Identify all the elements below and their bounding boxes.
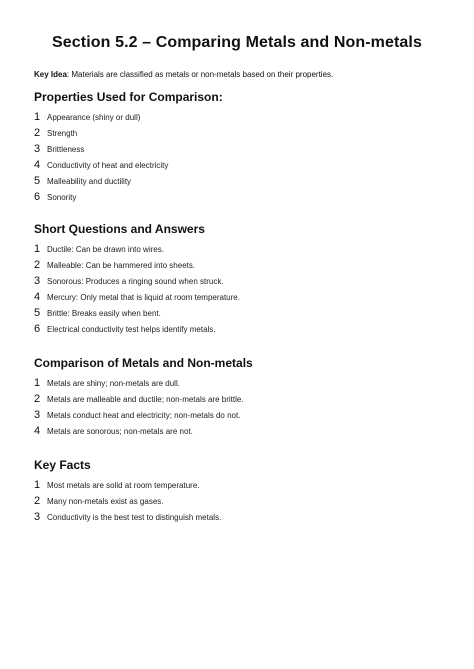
list-item [34, 425, 454, 441]
item-number: 3 [34, 143, 41, 155]
page-title: Section 5.2 – Comparing Metals and Non-metals [52, 34, 422, 51]
section-heading: Comparison of Metals and Non-metals [34, 356, 253, 370]
item-text: Conductivity is the best test to distinguish metals. [47, 513, 222, 522]
section-properties [34, 90, 454, 207]
item-text: Most metals are solid at room temperature. [47, 481, 200, 490]
section-comparison [34, 356, 454, 441]
item-number: 4 [34, 291, 41, 303]
item-text: Conductivity of heat and electricity [47, 161, 169, 170]
item-text: Strength [47, 129, 78, 138]
item-text: Sonority [47, 193, 77, 202]
list-item [34, 479, 454, 495]
item-number: 4 [34, 159, 41, 171]
list-item [34, 511, 454, 527]
item-number: 6 [34, 191, 41, 203]
section-key-facts [34, 458, 454, 527]
section-short-questions [34, 222, 454, 339]
item-number: 2 [34, 495, 41, 507]
list-item [34, 111, 454, 127]
section-heading: Properties Used for Comparison: [34, 90, 223, 104]
item-number: 1 [34, 377, 41, 389]
item-number: 5 [34, 307, 41, 319]
item-text: Metals are sonorous; non-metals are not. [47, 427, 193, 436]
item-number: 2 [34, 127, 41, 139]
list-item [34, 275, 454, 291]
list-item [34, 409, 454, 425]
item-number: 6 [34, 323, 41, 335]
item-text: Mercury: Only metal that is liquid at room temperature. [47, 293, 240, 302]
key-idea-text: : Materials are classified as metals or non-metals based on their properties. [66, 70, 334, 79]
item-text: Metals conduct heat and electricity; non-metals do not. [47, 411, 241, 420]
item-text: Sonorous: Produces a ringing sound when struck. [47, 277, 224, 286]
item-text: Metals are malleable and ductile; non-metals are brittle. [47, 395, 244, 404]
list-item [34, 323, 454, 339]
key-idea-label: Key Idea [34, 70, 67, 79]
item-number: 2 [34, 393, 41, 405]
item-text: Many non-metals exist as gases. [47, 497, 164, 506]
item-text: Brittleness [47, 145, 85, 154]
item-text: Metals are shiny; non-metals are dull. [47, 379, 180, 388]
list-item [34, 307, 454, 323]
list-item [34, 127, 454, 143]
list-item [34, 495, 454, 511]
item-text: Ductile: Can be drawn into wires. [47, 245, 164, 254]
item-text: Malleable: Can be hammered into sheets. [47, 261, 196, 270]
section-heading: Short Questions and Answers [34, 222, 205, 236]
item-number: 3 [34, 409, 41, 421]
list-item [34, 291, 454, 307]
list-item [34, 143, 454, 159]
item-text: Appearance (shiny or dull) [47, 113, 141, 122]
list-item [34, 191, 454, 207]
list-item [34, 377, 454, 393]
item-number: 3 [34, 511, 41, 523]
list-item [34, 159, 454, 175]
item-number: 4 [34, 425, 41, 437]
item-text: Electrical conductivity test helps identify metals. [47, 325, 216, 334]
item-number: 5 [34, 175, 41, 187]
item-number: 1 [34, 243, 41, 255]
item-text: Malleability and ductility [47, 177, 132, 186]
list-item [34, 243, 454, 259]
list-item [34, 393, 454, 409]
item-number: 1 [34, 479, 41, 491]
key-idea [34, 70, 333, 79]
item-number: 1 [34, 111, 41, 123]
list-item [34, 259, 454, 275]
section-heading: Key Facts [34, 458, 91, 472]
item-number: 3 [34, 275, 41, 287]
item-number: 2 [34, 259, 41, 271]
list-item [34, 175, 454, 191]
item-text: Brittle: Breaks easily when bent. [47, 309, 161, 318]
